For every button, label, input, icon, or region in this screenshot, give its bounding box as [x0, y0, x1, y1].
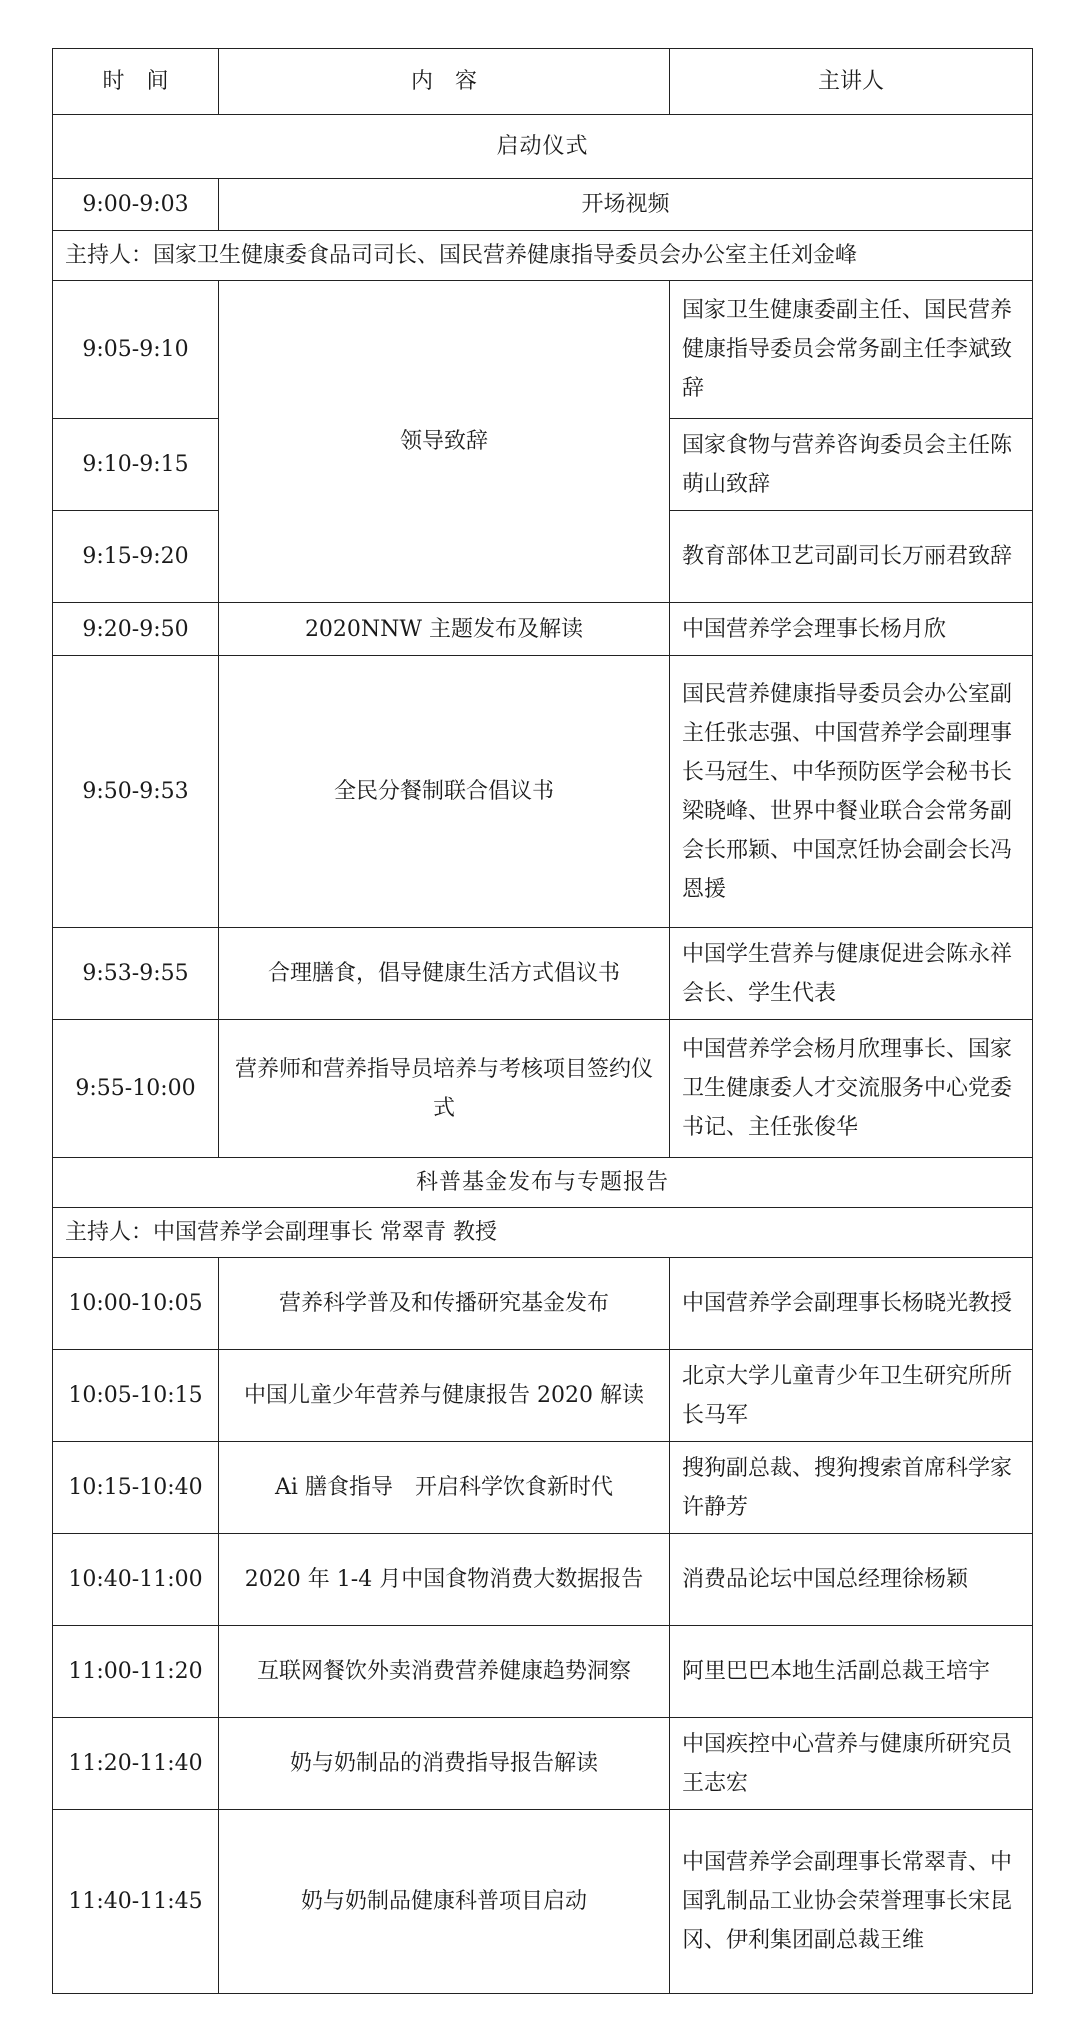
table-row	[53, 1020, 1033, 1158]
speaker-cell: 国家食物与营养咨询委员会主任陈萌山致辞	[670, 419, 1033, 511]
speaker-cell: 搜狗副总裁、搜狗搜索首席科学家许静芳	[670, 1442, 1033, 1534]
content-cell: 领导致辞	[219, 281, 670, 603]
time-cell: 11:00-11:20	[53, 1626, 219, 1718]
speaker-cell: 中国营养学会副理事长常翠青、中国乳制品工业协会荣誉理事长宋昆冈、伊利集团副总裁王维	[670, 1810, 1033, 1994]
content-cell: 2020 年 1-4 月中国食物消费大数据报告	[219, 1534, 670, 1626]
host-row	[53, 231, 1033, 281]
speaker-cell: 中国营养学会杨月欣理事长、国家卫生健康委人才交流服务中心党委书记、主任张俊华	[670, 1020, 1033, 1158]
table-row	[53, 1258, 1033, 1350]
section-title: 启动仪式	[53, 115, 1033, 179]
content-cell: 奶与奶制品健康科普项目启动	[219, 1810, 670, 1994]
speaker-cell: 北京大学儿童青少年卫生研究所所长马军	[670, 1350, 1033, 1442]
content-cell: 中国儿童少年营养与健康报告 2020 解读	[219, 1350, 670, 1442]
table-row	[53, 656, 1033, 928]
table-row	[53, 179, 1033, 231]
time-cell: 10:05-10:15	[53, 1350, 219, 1442]
content-cell: 全民分餐制联合倡议书	[219, 656, 670, 928]
time-cell: 9:20-9:50	[53, 603, 219, 656]
time-cell: 9:00-9:03	[53, 179, 219, 231]
speaker-cell: 中国疾控中心营养与健康所研究员王志宏	[670, 1718, 1033, 1810]
content-cell: 合理膳食，倡导健康生活方式倡议书	[219, 928, 670, 1020]
table-row	[53, 1626, 1033, 1718]
time-cell: 11:20-11:40	[53, 1718, 219, 1810]
time-cell: 9:15-9:20	[53, 511, 219, 603]
table-row	[53, 1810, 1033, 1994]
table-row	[53, 1350, 1033, 1442]
content-cell: 开场视频	[219, 179, 1033, 231]
header-speaker: 主讲人	[670, 49, 1033, 115]
table-row	[53, 1718, 1033, 1810]
section-title: 科普基金发布与专题报告	[53, 1158, 1033, 1208]
content-cell: 营养师和营养指导员培养与考核项目签约仪式	[219, 1020, 670, 1158]
table-row	[53, 1442, 1033, 1534]
table-row	[53, 603, 1033, 656]
content-cell: 奶与奶制品的消费指导报告解读	[219, 1718, 670, 1810]
section-title-row	[53, 115, 1033, 179]
speaker-cell: 消费品论坛中国总经理徐杨颖	[670, 1534, 1033, 1626]
time-cell: 9:50-9:53	[53, 656, 219, 928]
time-cell: 9:10-9:15	[53, 419, 219, 511]
table-row	[53, 281, 1033, 419]
time-cell: 10:40-11:00	[53, 1534, 219, 1626]
content-cell: Ai 膳食指导 开启科学饮食新时代	[219, 1442, 670, 1534]
header-content: 内 容	[219, 49, 670, 115]
time-cell: 11:40-11:45	[53, 1810, 219, 1994]
section-title-row	[53, 1158, 1033, 1208]
host-text: 主持人：中国营养学会副理事长 常翠青 教授	[53, 1208, 1033, 1258]
speaker-cell: 国民营养健康指导委员会办公室副主任张志强、中国营养学会副理事长马冠生、中华预防医学会秘书长梁晓峰、世界中餐业联合会常务副会长邢颖、中国烹饪协会副会长冯恩援	[670, 656, 1033, 928]
content-cell: 互联网餐饮外卖消费营养健康趋势洞察	[219, 1626, 670, 1718]
schedule-table	[52, 48, 1033, 1994]
time-cell: 9:55-10:00	[53, 1020, 219, 1158]
speaker-cell: 中国营养学会副理事长杨晓光教授	[670, 1258, 1033, 1350]
header-time: 时 间	[53, 49, 219, 115]
time-cell: 9:53-9:55	[53, 928, 219, 1020]
speaker-cell: 国家卫生健康委副主任、国民营养健康指导委员会常务副主任李斌致辞	[670, 281, 1033, 419]
time-cell: 9:05-9:10	[53, 281, 219, 419]
speaker-cell: 中国营养学会理事长杨月欣	[670, 603, 1033, 656]
content-cell: 2020NNW 主题发布及解读	[219, 603, 670, 656]
speaker-cell: 中国学生营养与健康促进会陈永祥会长、学生代表	[670, 928, 1033, 1020]
table-row	[53, 928, 1033, 1020]
time-cell: 10:15-10:40	[53, 1442, 219, 1534]
header-row	[53, 49, 1033, 115]
time-cell: 10:00-10:05	[53, 1258, 219, 1350]
content-cell: 营养科学普及和传播研究基金发布	[219, 1258, 670, 1350]
host-text: 主持人：国家卫生健康委食品司司长、国民营养健康指导委员会办公室主任刘金峰	[53, 231, 1033, 281]
table-row	[53, 1534, 1033, 1626]
host-row	[53, 1208, 1033, 1258]
speaker-cell: 教育部体卫艺司副司长万丽君致辞	[670, 511, 1033, 603]
speaker-cell: 阿里巴巴本地生活副总裁王培宇	[670, 1626, 1033, 1718]
